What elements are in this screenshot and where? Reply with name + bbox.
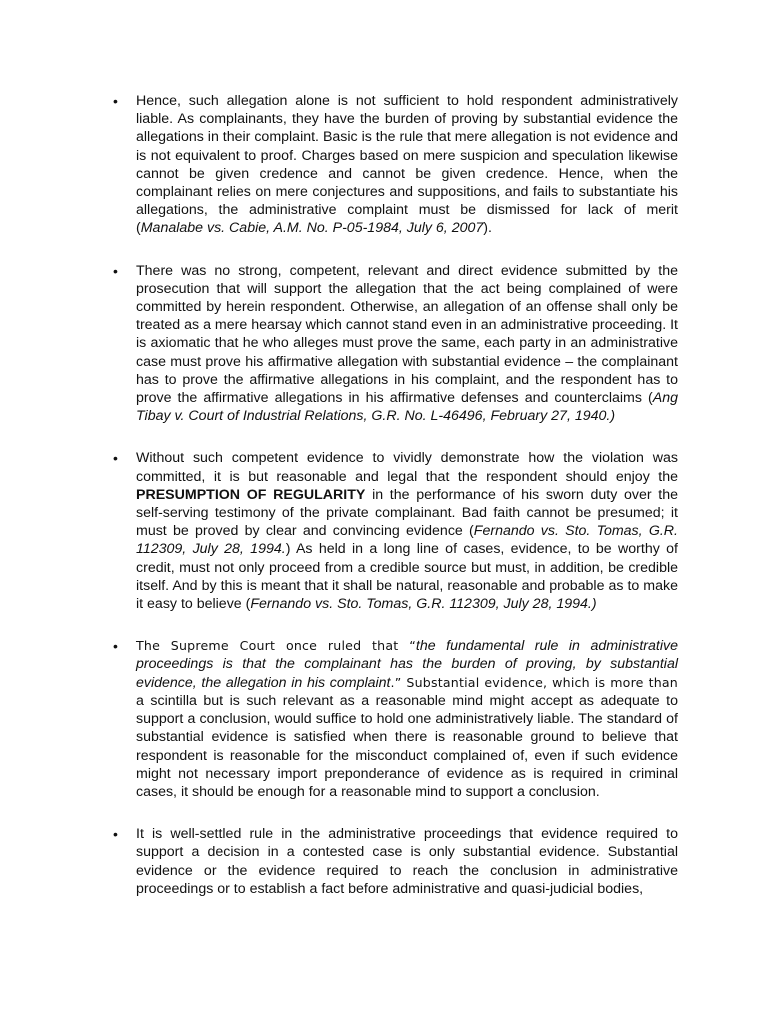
paragraph-text: Without such competent evidence to vividly demonstrate how the violation was committed, it is but reasonable and legal that the respondent should enjoy the <box>136 450 678 485</box>
paragraph-text: ). <box>483 220 492 237</box>
case-citation: Fernando vs. Sto. Tomas, G.R. 112309, July 28, 1994.) <box>250 596 597 613</box>
paragraph-text: There was no strong, competent, relevant and direct evidence submitted by the prosecution that will support the allegation that the act being complained of were committed by herein respondent. Otherwise, an allegation of an offense shall only be treated as a mere hearsay which cannot stand even in an administrative proceeding. It is axiomatic that he who alleges must prove the same, each party in an administrative case must prove his affirmative allegation with substantial evidence – the complainant has to prove the affirmative allegations in his complaint, and the respondent has to prove the affirmative allegations in his affirmative defenses and counterclaims ( <box>136 262 678 407</box>
bullet-icon: • <box>113 638 118 655</box>
bullet-paragraph-4 <box>0 637 768 801</box>
bullet-paragraph-5 <box>0 825 768 898</box>
bullet-list <box>0 92 768 922</box>
paragraph-text: The Supreme Court once ruled that “ <box>136 638 416 654</box>
bullet-paragraph-3 <box>0 449 768 613</box>
case-citation: Fernando vs. Sto. Tomas, G.R. 112309, July 28, 1994. <box>136 523 678 558</box>
case-citation: Ang Tibay v. Court of Industrial Relations, G.R. No. L-46496, February 27, 1940.) <box>136 390 678 425</box>
paragraph-text: ) As held in a long line of cases, evidence, to be worthy of credit, must not only proceed from a credible source but must, in addition, be credible itself. And by this is meant that it shall be natural, reasonable and probable as to make it easy to believe ( <box>136 541 678 613</box>
paragraph-text: Hence, such allegation alone is not sufficient to hold respondent administratively liable. As complainants, they have the burden of proving by substantial evidence the allegations in their complaint. Basic is the rule that mere allegation is not evidence and is not equivalent to proof. Charges based on mere suspicion and speculation likewise cannot be given credence and cannot be given credence. Hence, when the complainant relies on mere conjectures and suppositions, and fails to substantiate his allegations, the administrative complaint must be dismissed for lack of merit ( <box>136 93 678 237</box>
paragraph-text: It is well-settled rule in the administrative proceedings that evidence required to support a decision in a contested case is only substantial evidence. Substantial evidence or the evidence required to reach the conclusion in administrative proceedings or to establish a fact before administrative and quasi-judicial bodies, <box>136 826 678 897</box>
paragraph-text: a scintilla but is such relevant as a reasonable mind might accept as adequate to support a conclusion, would suffice to hold one administratively liable. The standard of substantial evidence is satisfied when there is reasonable ground to believe that respondent is reasonable for the misconduct complained of, even if such evidence might not necessary import preponderance of evidence as is required in criminal cases, it should be enough for a reasonable mind to support a conclusion. <box>136 692 678 800</box>
emphasized-text: PRESUMPTION OF REGULARITY <box>136 486 366 503</box>
paragraph-text: in the performance of his sworn duty over the self-serving testimony of the private complainant. Bad faith cannot be presumed; it must be proved by clear and convincing evidence ( <box>136 486 679 540</box>
bullet-icon: • <box>113 262 118 279</box>
paragraph-text: .” Substantial evidence, which is more than <box>390 674 678 690</box>
bullet-paragraph-2 <box>0 262 768 426</box>
bullet-paragraph-1 <box>0 92 768 238</box>
quoted-ruling: the fundamental rule in administrative proceedings is that the complainant has the burden of proving, by substantial evidence, the allegation in his complaint <box>136 638 678 691</box>
bullet-icon: • <box>113 826 118 843</box>
case-citation: Manalabe vs. Cabie, A.M. No. P-05-1984, July 6, 2007 <box>140 220 484 237</box>
bullet-icon: • <box>113 450 118 467</box>
bullet-icon: • <box>113 93 118 109</box>
